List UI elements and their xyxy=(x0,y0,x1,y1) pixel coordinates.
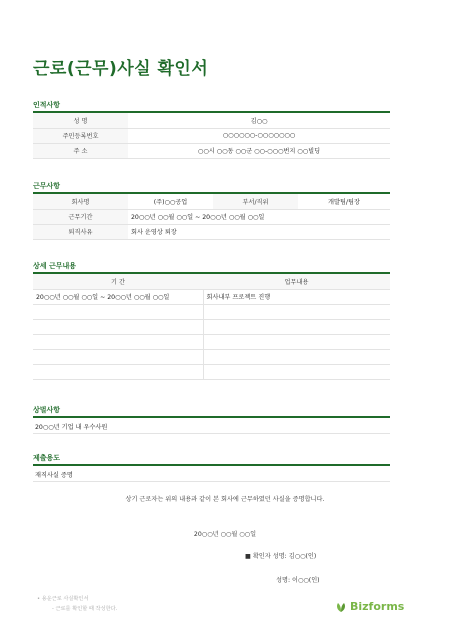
table-row xyxy=(33,289,390,304)
awards-section-heading: 상벌사항 xyxy=(33,406,61,414)
personal-section-heading: 인적사항 xyxy=(33,101,61,109)
dept-value: 개발팀/팀장 xyxy=(298,194,390,209)
reason-label: 퇴직사유 xyxy=(33,224,128,239)
detail-period-cell xyxy=(33,319,203,334)
table-row xyxy=(33,224,390,239)
reason-value: 회사 운영상 퇴장 xyxy=(128,224,390,239)
detail-period-header: 기 간 xyxy=(33,274,203,289)
signee-signature: 성명: 이○○(인) xyxy=(276,577,320,584)
detail-content-cell: 회사내부 프로젝트 진행 xyxy=(203,289,390,304)
company-value: (주)○○공업 xyxy=(128,194,213,209)
table-row xyxy=(33,209,390,224)
table-row xyxy=(33,143,390,158)
brand-name: Bizforms xyxy=(350,600,405,613)
work-section-heading: 근무사항 xyxy=(33,182,61,190)
leaf-icon xyxy=(335,601,347,613)
table-row xyxy=(33,364,390,379)
period-label: 근무기간 xyxy=(33,209,128,224)
detail-content-cell xyxy=(203,319,390,334)
table-row xyxy=(33,349,390,364)
detail-table xyxy=(33,274,390,380)
purpose-value: 재직사실 증명 xyxy=(33,466,390,482)
resident-number-label: 주민등록번호 xyxy=(33,128,128,143)
detail-period-cell: 20○○년 ○○월 ○○일 ~ 20○○년 ○○월 ○○일 xyxy=(33,289,203,304)
period-value: 20○○년 ○○월 ○○일 ~ 20○○년 ○○월 ○○일 xyxy=(128,209,390,224)
footnote-title: • 용운근로 사실확인서 xyxy=(37,596,89,602)
name-label: 성 명 xyxy=(33,113,128,128)
footnote-desc: - 근로를 확인할 때 작성한다. xyxy=(52,606,118,612)
detail-period-cell xyxy=(33,304,203,319)
company-label: 회사명 xyxy=(33,194,128,209)
detail-period-cell xyxy=(33,334,203,349)
detail-period-cell xyxy=(33,349,203,364)
detail-content-cell xyxy=(203,349,390,364)
bizforms-logo xyxy=(335,600,404,613)
address-value: ○○시 ○○동 ○○군 ○○-○○○번지 ○○빌딩 xyxy=(128,143,390,158)
table-row xyxy=(33,194,390,209)
table-row xyxy=(33,128,390,143)
confirmer-signature: ■ 확인자 성명: 김○○(인) xyxy=(245,553,317,560)
document-title: 근로(근무)사실 확인서 xyxy=(33,59,209,79)
purpose-section-heading: 제출용도 xyxy=(33,454,61,462)
address-label: 주 소 xyxy=(33,143,128,158)
detail-content-cell xyxy=(203,304,390,319)
detail-content-cell xyxy=(203,364,390,379)
table-row xyxy=(33,304,390,319)
table-row xyxy=(33,113,390,128)
table-row xyxy=(33,319,390,334)
dept-label: 부서/직위 xyxy=(213,194,298,209)
detail-content-cell xyxy=(203,334,390,349)
detail-section-heading: 상세 근무내용 xyxy=(33,262,77,270)
resident-number-value: ○○○○○○-○○○○○○○ xyxy=(128,128,390,143)
table-row xyxy=(33,334,390,349)
table-header-row xyxy=(33,274,390,289)
work-table xyxy=(33,194,390,240)
awards-value: 20○○년 기업 내 우수사원 xyxy=(33,418,390,434)
detail-period-cell xyxy=(33,364,203,379)
certification-statement: 상기 근로자는 위의 내용과 같이 본 회사에 근무하였던 사실을 증명합니다. xyxy=(125,496,325,503)
detail-content-header: 업무내용 xyxy=(203,274,390,289)
name-value: 김○○ xyxy=(128,113,390,128)
personal-table xyxy=(33,113,390,159)
issue-date: 20○○년 ○○월 ○○일 xyxy=(193,531,257,538)
